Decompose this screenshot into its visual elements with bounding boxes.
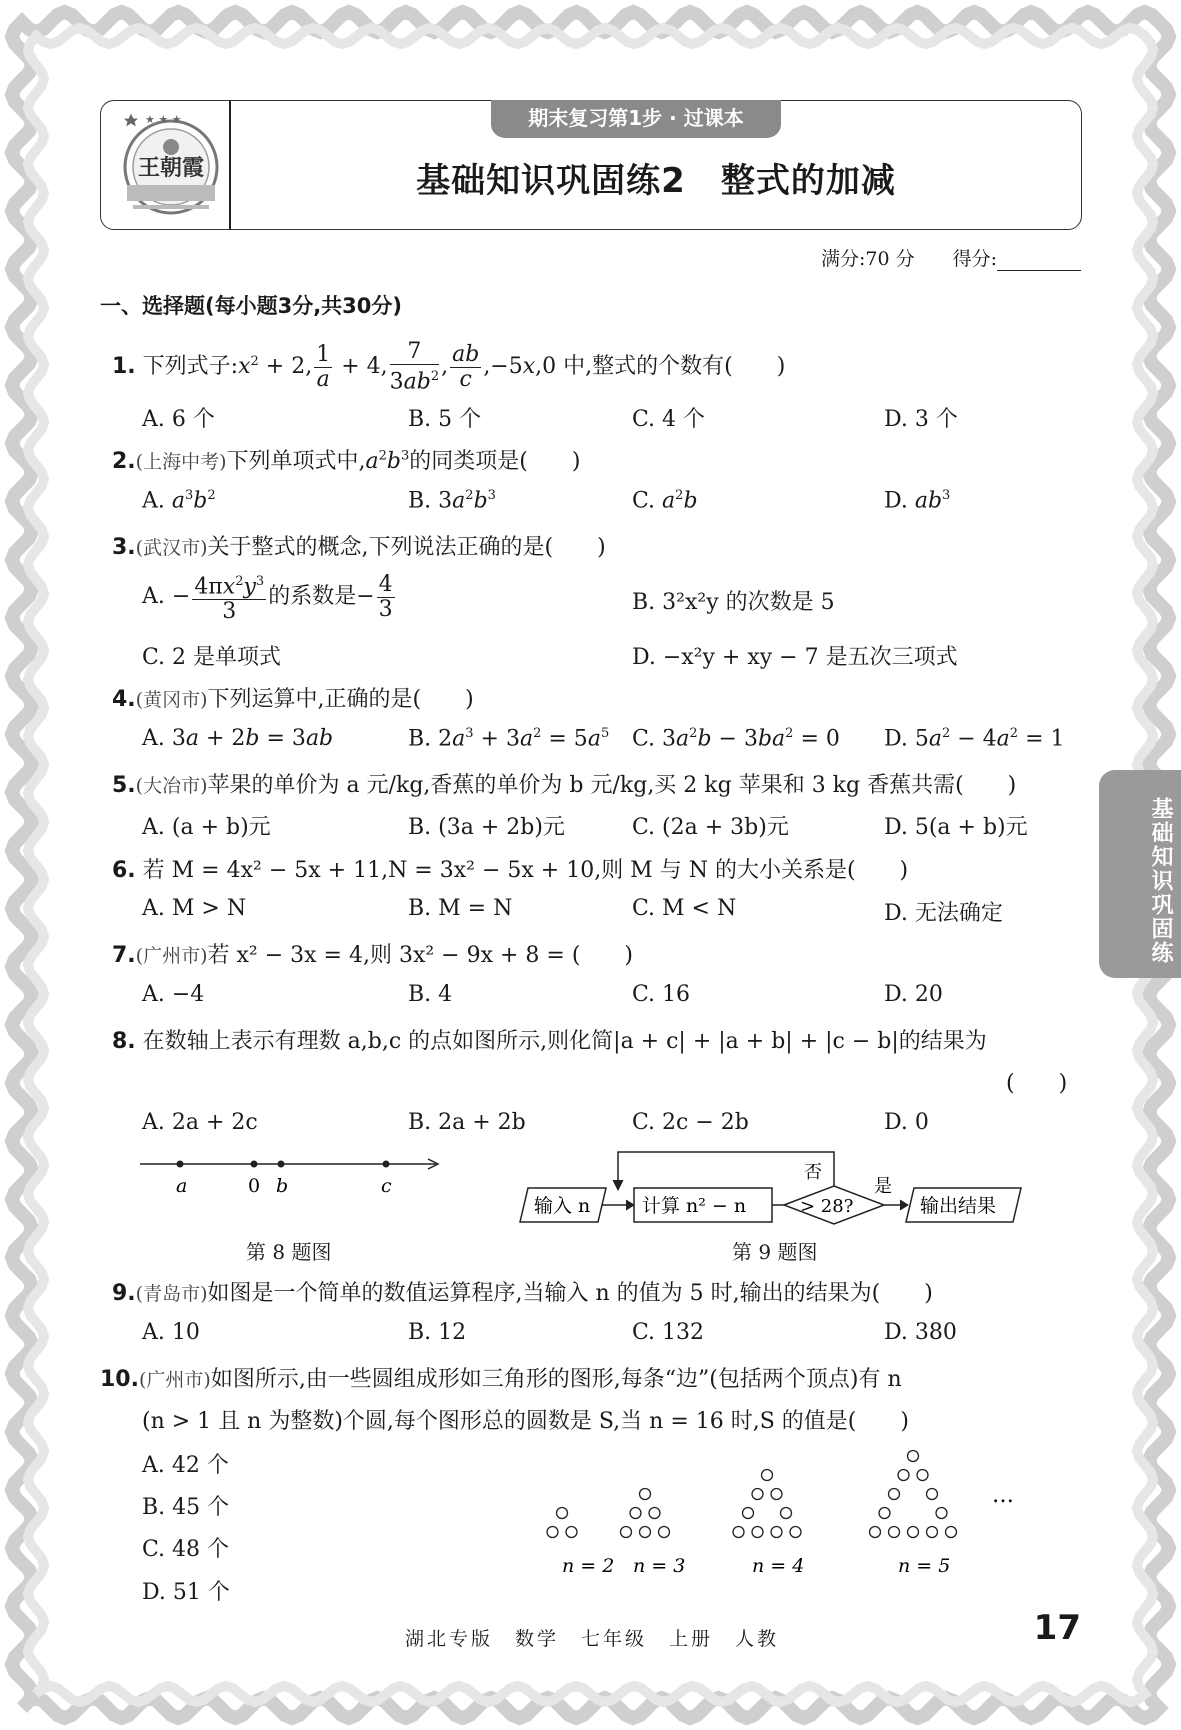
q8-option-b[interactable]: B. 2a + 2b — [408, 1110, 526, 1135]
triangle-circle — [889, 1489, 900, 1500]
q9-number: 9. — [112, 1281, 136, 1306]
q2-stem: 2.(上海中考)下列单项式中$,a^2b^3$的同类项是( ) — [112, 448, 581, 474]
triangle-circle — [621, 1527, 632, 1538]
no-label: 否 — [804, 1162, 822, 1183]
label-zero: 0 — [248, 1175, 261, 1197]
q9-option-d[interactable]: D. 380 — [884, 1320, 957, 1345]
q9-source: (青岛市) — [135, 1283, 208, 1305]
triangle-circle — [762, 1470, 773, 1481]
condition-label: > 28? — [800, 1196, 854, 1217]
q10-option-c[interactable]: C. 48 个 — [142, 1537, 230, 1562]
triangle-circle — [557, 1508, 568, 1519]
yes-label: 是 — [874, 1176, 892, 1197]
q6-option-c[interactable]: C. M < N — [632, 896, 737, 921]
triangle-circle — [908, 1527, 919, 1538]
point-b — [278, 1161, 285, 1168]
q5-option-d[interactable]: D. 5(a + b)元 — [884, 815, 1028, 840]
q3-source: (武汉市) — [135, 537, 208, 559]
svg-text:王朝霞: 王朝霞 — [137, 155, 205, 181]
q3-text: 关于整式的概念,下列说法正确的是( ) — [207, 535, 606, 560]
triangle-circle — [733, 1527, 744, 1538]
q5-stem — [112, 768, 1016, 799]
q3-option-b[interactable]: B. 3²x²y 的次数是 5 — [632, 590, 835, 615]
q3-option-c[interactable]: C. 2 是单项式 — [142, 645, 282, 670]
q1-number: 1. — [112, 354, 136, 380]
q7-option-a[interactable]: A. −4 — [142, 982, 205, 1007]
output-label: 输出结果 — [920, 1195, 997, 1217]
q4-stem — [112, 682, 474, 713]
q10-stem-line2: (n > 1 且 n 为整数)个圆,每个图形总的圆数是 S,当 n = 16 时,S 的值是( ) — [142, 1409, 909, 1434]
q8-option-d[interactable]: D. 0 — [884, 1110, 929, 1135]
q2-text: 下列单项式中, — [226, 449, 366, 474]
q8-option-c[interactable]: C. 2c − 2b — [632, 1110, 749, 1135]
circle-triangles-figure — [530, 1440, 1030, 1580]
q4-option-b[interactable]: B. $2a^3 + 3a^2 = 5a^5$ — [408, 726, 610, 752]
triangle-circle — [781, 1508, 792, 1519]
triangle-circle — [936, 1508, 947, 1519]
q4-number: 4. — [112, 687, 136, 712]
triangle-circle — [752, 1489, 763, 1500]
triangle-circle — [879, 1508, 890, 1519]
triangle-circle — [743, 1508, 754, 1519]
q8-stem — [112, 1024, 987, 1055]
q8-text: 在数轴上表示有理数 a,b,c 的点如图所示,则化简|a + c| + |a + b| + |c − b|的结果为 — [142, 1029, 987, 1054]
q4-source: (黄冈市) — [135, 689, 208, 711]
q9-option-b[interactable]: B. 12 — [408, 1320, 467, 1345]
triangle-circle — [790, 1527, 801, 1538]
side-tab: 基础知识巩固练 — [1099, 770, 1181, 978]
q7-number: 7. — [112, 943, 136, 968]
flowchart-figure — [516, 1148, 1026, 1228]
q10-number: 10. — [100, 1367, 139, 1392]
q10-text: 如图所示,由一些圆组成形如三角形的图形,每条“边”(包括两个顶点)有 n — [210, 1367, 902, 1392]
q4-option-a[interactable]: A. 3a + 2b = 3ab — [142, 726, 334, 751]
q5-option-b[interactable]: B. (3a + 2b)元 — [408, 815, 565, 840]
q3-stem — [112, 530, 606, 561]
q8-option-a[interactable]: A. 2a + 2c — [142, 1110, 258, 1135]
score-label: 得分: — [952, 248, 997, 270]
page-number: 17 — [1033, 1608, 1081, 1648]
point-a — [177, 1161, 184, 1168]
input-label: 输入 n — [534, 1195, 591, 1217]
full-score: 满分:70 分 — [820, 248, 915, 270]
q1-option-b[interactable]: B. 5 个 — [408, 407, 482, 432]
q5-option-c[interactable]: C. (2a + 3b)元 — [632, 815, 789, 840]
q2-text-end: 的同类项是( ) — [409, 449, 581, 474]
q6-option-a[interactable]: A. M > N — [142, 896, 247, 921]
q2-number: 2. — [112, 449, 136, 474]
q6-stem — [112, 853, 908, 884]
q1-stem: 1. 下列式子$:x^2 + 2$, $\frac{1}{a}$ + 4, $\frac{7}{3ab^2}$ , $\frac{ab}{c}$ ,−5x,0 中,整式的个数有( ) — [112, 339, 786, 395]
q10-stem — [100, 1362, 902, 1393]
header-tab: 期末复习第1步 · 过课本 — [491, 100, 781, 138]
q8-answer-paren[interactable]: ( ) — [1006, 1071, 1068, 1096]
q4-option-d[interactable]: D. $5a^2 - 4a^2 = 1$ — [884, 726, 1065, 752]
q2-option-b[interactable]: B. $3a^2b^3$ — [408, 488, 496, 514]
label-n2: n = 2 — [562, 1555, 615, 1577]
q2-option-a[interactable]: A. $a^3b^2$ — [142, 488, 216, 514]
label-n3: n = 3 — [633, 1555, 686, 1577]
triangle-circle — [640, 1489, 651, 1500]
q9-stem — [112, 1276, 933, 1307]
q6-text: 若 M = 4x² − 5x + 11,N = 3x² − 5x + 10,则 M 与 N 的大小关系是( ) — [142, 858, 909, 883]
triangle-circle — [889, 1527, 900, 1538]
number-line-figure — [138, 1150, 448, 1200]
logo-seal — [115, 109, 227, 221]
triangle-circle — [917, 1470, 928, 1481]
triangle-circle — [649, 1508, 660, 1519]
label-c: c — [381, 1175, 392, 1197]
fig8-caption: 第 8 题图 — [246, 1240, 332, 1264]
q5-number: 5. — [112, 773, 136, 798]
q7-option-b[interactable]: B. 4 — [408, 982, 453, 1007]
q6-number: 6. — [112, 858, 136, 883]
q4-option-c[interactable]: C. $3a^2b - 3ba^2 = 0$ — [632, 726, 840, 752]
score-blank[interactable] — [997, 250, 1081, 271]
q2-option-d[interactable]: D. $ab^3$ — [884, 488, 951, 514]
triangle-circle — [771, 1527, 782, 1538]
q7-option-c[interactable]: C. 16 — [632, 982, 691, 1007]
q9-option-c[interactable]: C. 132 — [632, 1320, 705, 1345]
q7-option-d[interactable]: D. 20 — [884, 982, 943, 1007]
triangle-circle — [927, 1527, 938, 1538]
q7-stem — [112, 938, 633, 969]
q1-option-c[interactable]: C. 4 个 — [632, 407, 706, 432]
q6-option-b[interactable]: B. M = N — [408, 896, 513, 921]
triangle-circle — [752, 1527, 763, 1538]
triangle-circle — [640, 1527, 651, 1538]
q1-option-a[interactable]: A. 6 个 — [142, 407, 215, 432]
section-heading: 一、选择题(每小题3分,共30分) — [100, 294, 403, 318]
q10-option-d[interactable]: D. 51 个 — [142, 1580, 230, 1605]
label-n4: n = 4 — [752, 1555, 805, 1577]
q10-source: (广州市) — [138, 1369, 211, 1391]
loop-line — [618, 1152, 834, 1188]
triangle-circle — [771, 1489, 782, 1500]
triangle-circle — [908, 1451, 919, 1462]
point-zero — [251, 1161, 258, 1168]
q5-source: (大冶市) — [135, 775, 208, 797]
score-line — [821, 244, 1081, 271]
label-b: b — [276, 1175, 289, 1197]
point-c — [383, 1161, 390, 1168]
q3-number: 3. — [112, 535, 136, 560]
q6-option-d[interactable]: D. 无法确定 — [884, 901, 1003, 926]
q7-source: (广州市) — [135, 945, 208, 967]
triangle-circle — [630, 1508, 641, 1519]
q9-option-a[interactable]: A. 10 — [142, 1320, 200, 1345]
triangle-circle — [566, 1527, 577, 1538]
q9-text: 如图是一个简单的数值运算程序,当输入 n 的值为 5 时,输出的结果为( ) — [207, 1281, 933, 1306]
fig9-caption: 第 9 题图 — [732, 1240, 818, 1264]
triangle-circle — [547, 1527, 558, 1538]
q1-option-d[interactable]: D. 3 个 — [884, 407, 958, 432]
q5-text: 苹果的单价为 a 元/kg,香蕉的单价为 b 元/kg,买 2 kg 苹果和 3 kg 香蕉共需( ) — [207, 773, 1017, 798]
ellipsis: … — [992, 1483, 1014, 1508]
q10-option-b[interactable]: B. 45 个 — [142, 1495, 230, 1520]
q5-option-a[interactable]: A. (a + b)元 — [142, 815, 271, 840]
q2-option-c[interactable]: C. $a^2b$ — [632, 488, 698, 514]
q8-number: 8. — [112, 1029, 136, 1054]
q10-option-a[interactable]: A. 42 个 — [142, 1453, 229, 1478]
triangle-circle — [870, 1527, 881, 1538]
q2-source: (上海中考) — [135, 451, 227, 473]
label-a: a — [176, 1175, 188, 1197]
triangle-circle — [946, 1527, 957, 1538]
footer-text: 湖北专版 数学 七年级 上册 人教 — [405, 1628, 780, 1650]
calc-label: 计算 n² − n — [642, 1195, 747, 1217]
triangle-circle — [898, 1470, 909, 1481]
label-n5: n = 5 — [898, 1555, 951, 1577]
q7-text: 若 x² − 3x = 4,则 3x² − 9x + 8 = ( ) — [207, 943, 633, 968]
q4-text: 下列运算中,正确的是( ) — [207, 687, 474, 712]
q3-option-a[interactable]: A. − $\frac{4\pi x^2y^3}{3}$ 的系数是− $\frac{4}{3}$ — [142, 571, 393, 625]
svg-text:★ ★ ★: ★ ★ ★ — [145, 113, 182, 126]
triangle-circle — [659, 1527, 670, 1538]
page-title: 基础知识巩固练2 整式的加减 — [416, 161, 896, 201]
triangle-circle — [927, 1489, 938, 1500]
header-box — [100, 100, 1082, 230]
q3-option-d[interactable]: D. −x²y + xy − 7 是五次三项式 — [632, 645, 958, 670]
